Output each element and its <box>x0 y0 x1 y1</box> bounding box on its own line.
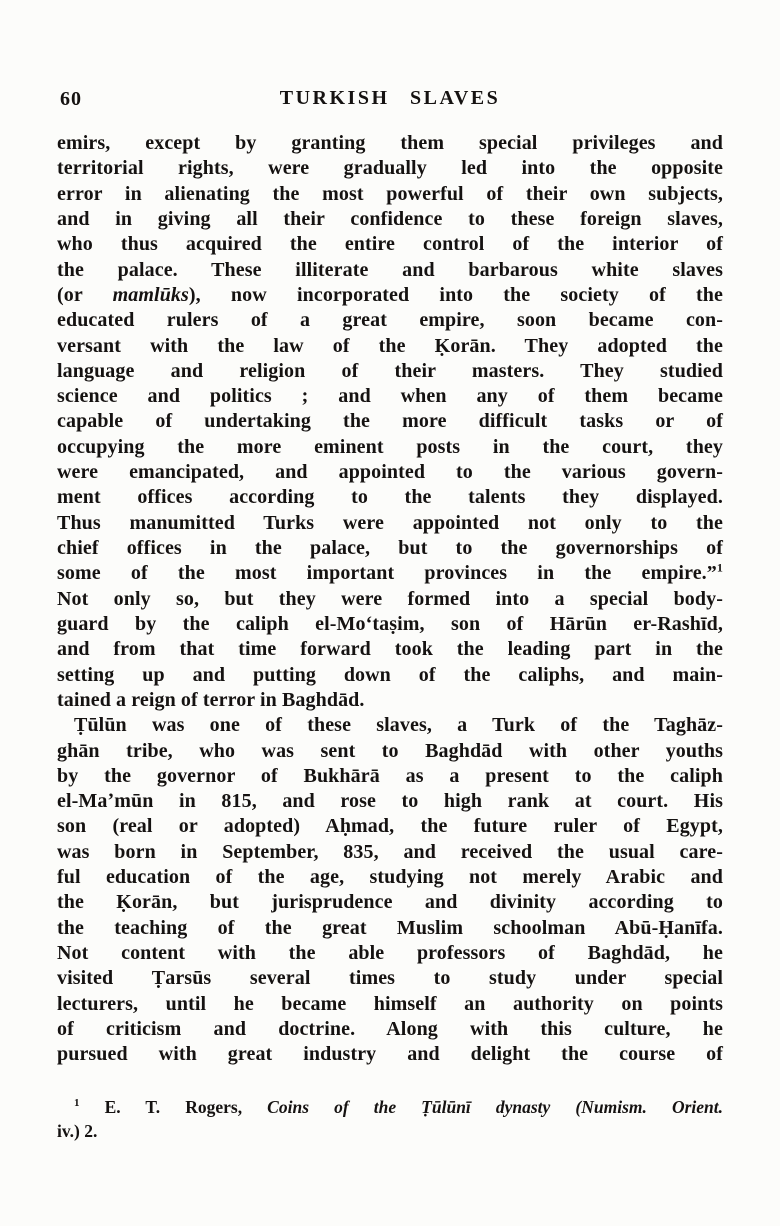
text-line <box>57 1042 723 1067</box>
text-line <box>57 1017 723 1042</box>
text-run: ghān tribe, who was sent to Baghdād with other youths <box>57 739 723 762</box>
text-run: who thus acquired the entire control of the interior of <box>57 233 723 256</box>
footnote-marker: 1 <box>716 560 723 575</box>
text-line <box>57 764 723 789</box>
text-run: pursued with great industry and delight the course of <box>57 1043 723 1066</box>
text-line <box>57 789 723 814</box>
text-run: (or <box>57 283 113 306</box>
text-run: iv.) 2. <box>57 1120 98 1141</box>
text-run: lecturers, until he became himself an authority on points <box>57 992 723 1015</box>
text-line <box>57 511 723 536</box>
text-line <box>57 992 723 1017</box>
text-line <box>57 207 723 232</box>
text-line <box>57 739 723 764</box>
text-line <box>57 384 723 409</box>
text-run: el-Maʼmūn in 815, and rose to high rank at court. His <box>57 790 723 813</box>
text-line <box>57 890 723 915</box>
text-line <box>57 612 723 637</box>
text-line <box>57 283 723 308</box>
text-run: territorial rights, were gradually led into the opposite <box>57 157 723 180</box>
text-line <box>57 156 723 181</box>
text-line <box>57 334 723 359</box>
text-run: science and politics ; and when any of them became <box>57 385 723 408</box>
footnote-marker: 1 <box>74 1097 80 1110</box>
text-line <box>57 131 723 156</box>
text-line <box>57 941 723 966</box>
text-run <box>550 1097 575 1117</box>
text-run: tained a reign of terror in Baghdād. <box>57 688 365 711</box>
body-text <box>57 131 723 1068</box>
page-number: 60 <box>60 88 82 110</box>
running-title: TURKISH SLAVES <box>279 87 501 109</box>
text-run: Thus manumitted Turks were appointed not only to the <box>57 511 723 534</box>
text-run: chief offices in the palace, but to the governorships of <box>57 537 723 559</box>
text-line <box>57 688 723 713</box>
text-line <box>57 435 723 460</box>
text-line <box>57 561 723 586</box>
text-run: emirs, except by granting them special privileges and <box>57 132 723 154</box>
text-run: the Ḳorān, but jurisprudence and divinity according to <box>57 891 723 914</box>
text-line <box>57 916 723 941</box>
text-line <box>57 409 723 434</box>
footnote <box>57 1096 723 1143</box>
text-run: were emancipated, and appointed to the various govern- <box>57 461 723 484</box>
text-run: the teaching of the great Muslim schoolman Abū-Ḥanīfa. <box>57 916 723 939</box>
text-line <box>57 865 723 890</box>
text-run: Not only so, but they were formed into a special body- <box>57 587 723 610</box>
text-line <box>57 663 723 688</box>
text-line <box>57 814 723 839</box>
text-run: Not content with the able professors of Baghdād, he <box>57 942 723 964</box>
text-run: occupying the more eminent posts in the court, they <box>57 435 723 458</box>
text-run: guard by the caliph el-Moʻtaṣim, son of Hārūn er-Rashīd, <box>57 612 723 635</box>
text-run: ment offices according to the talents they displayed. <box>57 486 723 509</box>
text-line <box>57 460 723 485</box>
text-run: educated rulers of a great empire, soon became con- <box>57 309 723 332</box>
text-run: E. T. Rogers, <box>79 1097 268 1117</box>
text-run: son (real or adopted) Aḥmad, the future ruler of Egypt, <box>57 815 723 838</box>
page-header <box>57 87 723 113</box>
text-run: setting up and putting down of the caliphs, and main- <box>57 663 723 686</box>
text-line <box>57 1096 723 1120</box>
text-run: language and religion of their masters. They studied <box>57 359 723 382</box>
text-run: Ṭūlūn was one of these slaves, a Turk of the Taghāz- <box>74 714 723 737</box>
text-run: the palace. These illiterate and barbarous white slaves <box>57 258 723 281</box>
text-run: and in giving all their confidence to these foreign slaves, <box>57 207 723 230</box>
text-line <box>57 308 723 333</box>
text-line <box>57 637 723 662</box>
text-line <box>57 258 723 283</box>
text-run: ful education of the age, studying not merely Arabic and <box>57 866 723 889</box>
text-line <box>57 713 723 738</box>
text-line <box>57 587 723 612</box>
italic-text: Coins of the Ṭūlūnī dynasty <box>267 1097 551 1117</box>
text-run: ), now incorporated into the society of the <box>188 283 723 306</box>
text-run: of criticism and doctrine. Along with this culture, he <box>57 1017 723 1040</box>
italic-text: (Numism. Orient. <box>575 1097 724 1117</box>
text-line <box>57 536 723 561</box>
text-line <box>57 840 723 865</box>
text-run: and from that time forward took the leading part in the <box>57 638 723 661</box>
text-line <box>57 232 723 257</box>
text-line <box>57 966 723 991</box>
text-run: visited Ṭarsūs several times to study under special <box>57 967 723 990</box>
text-line <box>57 1120 723 1144</box>
text-run: some of the most important provinces in the empire.” <box>57 562 717 585</box>
text-run: error in alienating the most powerful of their own subjects, <box>57 182 723 205</box>
text-line <box>57 485 723 510</box>
text-run: was born in September, 835, and received the usual care- <box>57 840 723 863</box>
text-line <box>57 182 723 207</box>
italic-text: mamlūks <box>112 283 189 306</box>
text-run: versant with the law of the Ḳorān. They adopted the <box>57 334 723 357</box>
text-run: capable of undertaking the more difficult tasks or of <box>57 410 723 433</box>
text-run: by the governor of Bukhārā as a present to the caliph <box>57 764 723 787</box>
text-line <box>57 359 723 384</box>
